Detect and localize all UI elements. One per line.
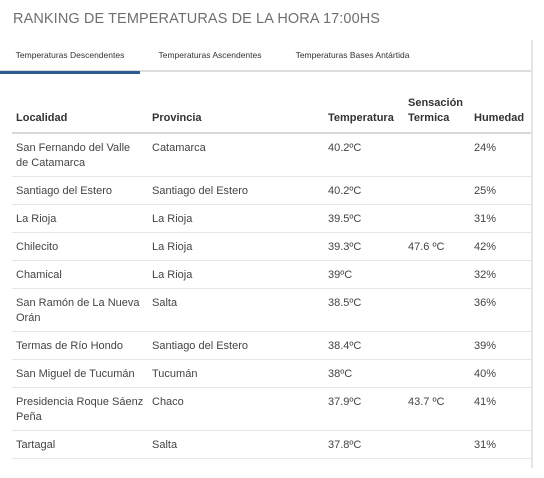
cell-provincia: Santiago del Estero [148,177,324,205]
table-row [12,205,531,233]
cell-localidad: San Fernando del Valle de Catamarca [12,133,148,177]
header-temperatura[interactable]: Temperatura [324,96,404,133]
cell-provincia: La Rioja [148,233,324,261]
header-provincia[interactable]: Provincia [148,96,324,133]
header-humedad[interactable]: Humedad [470,96,531,133]
cell-humedad: 25% [470,177,531,205]
tab-temperaturas-descendentes[interactable]: Temperaturas Descendentes [0,40,140,72]
cell-provincia: Tucumán [148,360,324,388]
cell-sensacion-termica [404,360,470,388]
cell-sensacion-termica [404,431,470,459]
cell-localidad: San Miguel de Tucumán [12,360,148,388]
cell-sensacion-termica [404,261,470,289]
cell-temperatura: 39.5ºC [324,205,404,233]
cell-humedad: 41% [470,388,531,431]
cell-humedad: 31% [470,431,531,459]
cell-provincia: Salta [148,431,324,459]
cell-localidad: Chilecito [12,233,148,261]
cell-provincia: Catamarca [148,133,324,177]
cell-localidad: Termas de Río Hondo [12,332,148,360]
cell-humedad: 32% [470,261,531,289]
cell-humedad: 42% [470,233,531,261]
cell-temperatura: 38.4ºC [324,332,404,360]
table-row [12,289,531,332]
cell-provincia: Chaco [148,388,324,431]
tab-bar [0,40,531,72]
cell-localidad: San Ramón de La Nueva Orán [12,289,148,332]
cell-humedad: 39% [470,332,531,360]
cell-temperatura: 39.3ºC [324,233,404,261]
cell-localidad: Chamical [12,261,148,289]
cell-humedad: 31% [470,205,531,233]
table-row [12,360,531,388]
cell-localidad: La Rioja [12,205,148,233]
cell-humedad: 24% [470,133,531,177]
table-row [12,177,531,205]
cell-humedad: 36% [470,289,531,332]
table-header-row [12,96,531,133]
table-row [12,233,531,261]
cell-provincia: La Rioja [148,205,324,233]
tab-temperaturas-ascendentes[interactable]: Temperaturas Ascendentes [158,50,262,60]
cell-sensacion-termica [404,205,470,233]
cell-temperatura: 38.5ºC [324,289,404,332]
table-row [12,133,531,177]
cell-temperatura: 38ºC [324,360,404,388]
cell-sensacion-termica [404,133,470,177]
header-sensacion-termica[interactable]: Sensación Termica [404,96,470,133]
cell-sensacion-termica: 47.6 ºC [404,233,470,261]
cell-sensacion-termica: 43.7 ºC [404,388,470,431]
table-row [12,388,531,431]
cell-temperatura: 37.9ºC [324,388,404,431]
cell-provincia: Salta [148,289,324,332]
cell-temperatura: 40.2ºC [324,177,404,205]
cell-sensacion-termica [404,177,470,205]
cell-provincia: La Rioja [148,261,324,289]
panel-divider [531,40,533,468]
page-title: RANKING DE TEMPERATURAS DE LA HORA 17:00HS [13,11,381,27]
cell-localidad: Presidencia Roque Sáenz Peña [12,388,148,431]
cell-sensacion-termica [404,332,470,360]
cell-sensacion-termica [404,289,470,332]
cell-localidad: Santiago del Estero [12,177,148,205]
table-row [12,431,531,459]
table-row [12,332,531,360]
tab-temperaturas-bases-antartida[interactable]: Temperaturas Bases Antártida [295,50,410,60]
cell-temperatura: 37.8ºC [324,431,404,459]
ranking-table [12,96,531,459]
table-row [12,261,531,289]
cell-provincia: Santiago del Estero [148,332,324,360]
cell-humedad: 40% [470,360,531,388]
header-localidad[interactable]: Localidad [12,96,148,133]
cell-localidad: Tartagal [12,431,148,459]
cell-temperatura: 39ºC [324,261,404,289]
cell-temperatura: 40.2ºC [324,133,404,177]
